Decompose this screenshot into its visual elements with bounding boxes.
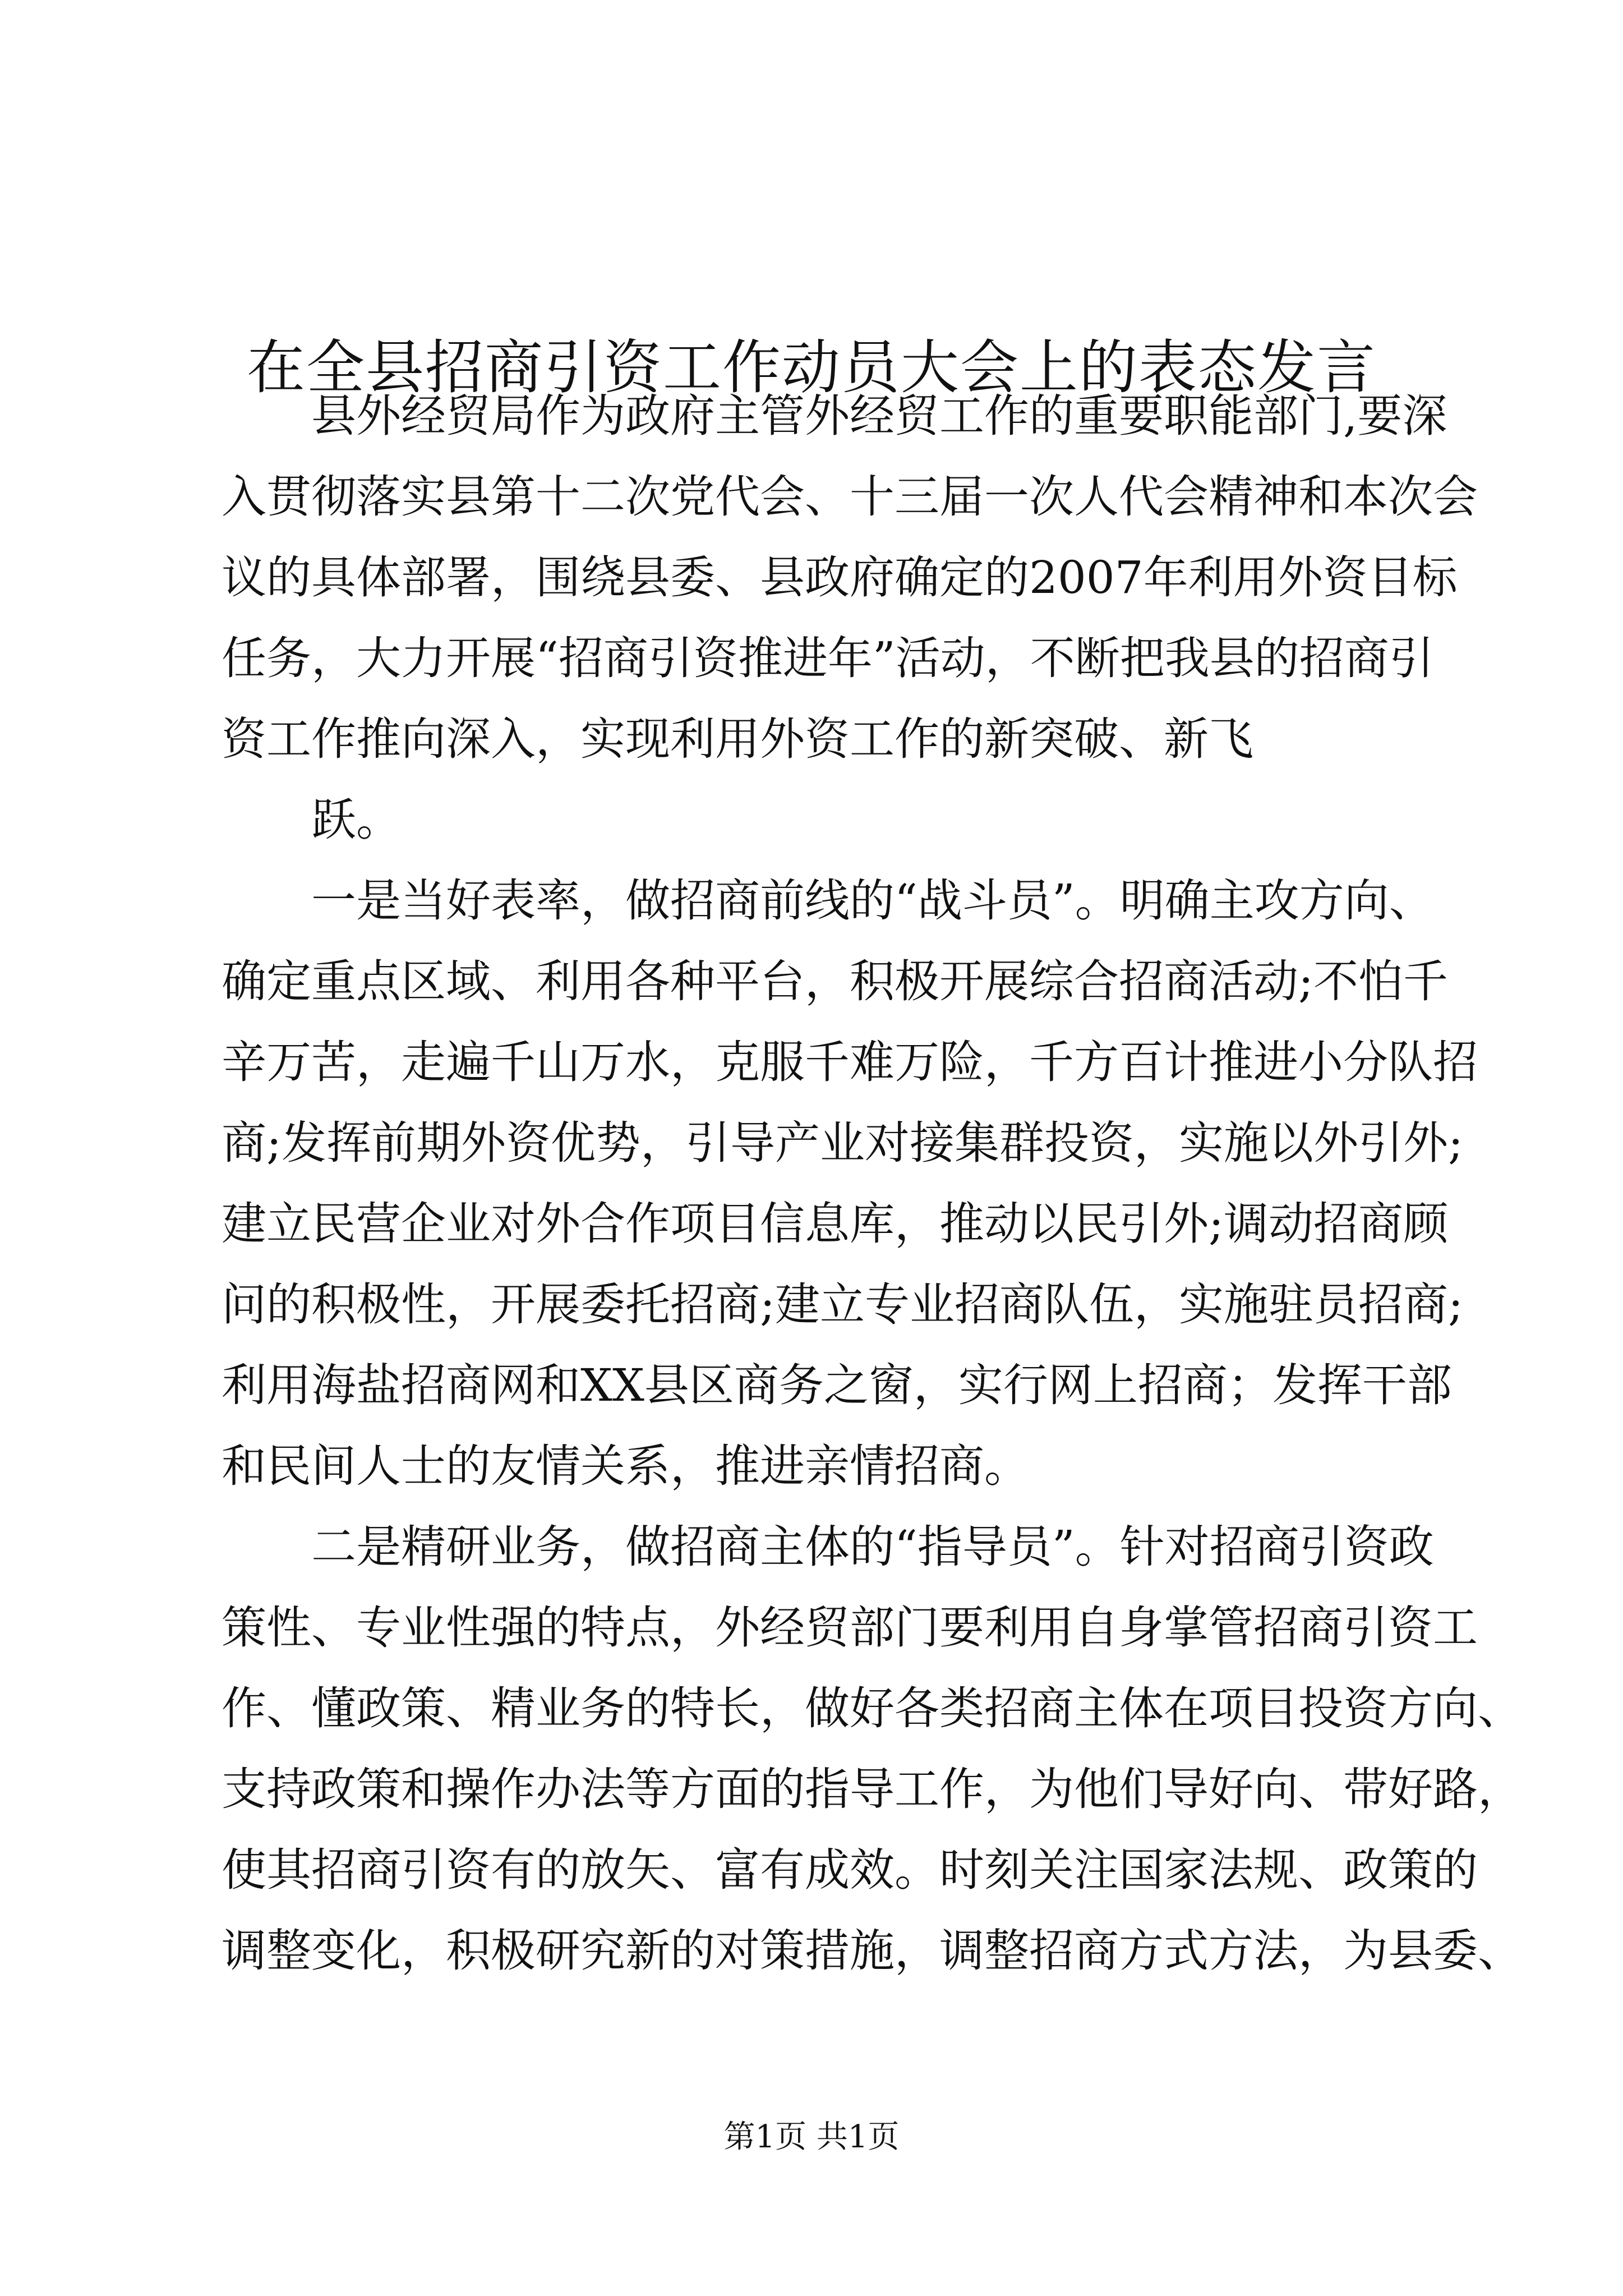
paragraph-line: 问的积极性，开展委托招商;建立专业招商队伍，实施驻员招商;: [222, 1278, 1463, 1331]
document-title: 在全县招商引资工作动员大会上的表态发言: [246, 333, 1376, 402]
paragraph-line: 任务，大力开展“招商引资推进年”活动，不断把我县的招商引: [222, 632, 1434, 684]
paragraph-line: 二是精研业务，做招商主体的“指导员”。针对招商引资政: [311, 1521, 1434, 1573]
paragraph-line: 商;发挥前期外资优势，引导产业对接集群投资，实施以外引外;: [222, 1117, 1463, 1169]
paragraph-line: 作、懂政策、精业务的特长，做好各类招商主体在项目投资方向、: [222, 1682, 1523, 1734]
paragraph-line: 一是当好表率，做招商前线的“战斗员”。明确主攻方向、: [311, 875, 1434, 927]
paragraph-line: 县外经贸局作为政府主管外经贸工作的重要职能部门,要深: [311, 390, 1447, 442]
paragraph-line: 支持政策和操作办法等方面的指导工作，为他们导好向、带好路，: [222, 1763, 1523, 1815]
paragraph-line: 策性、专业性强的特点，外经贸部门要利用自身掌管招商引资工: [222, 1602, 1478, 1654]
paragraph-line: 确定重点区域、利用各种平台，积极开展综合招商活动;不怕千: [222, 955, 1448, 1007]
paragraph-line: 和民间人士的友情关系，推进亲情招商。: [222, 1440, 1029, 1492]
paragraph-line: 议的具体部署，围绕县委、县政府确定的2007年利用外资目标: [222, 551, 1458, 604]
paragraph-line: 调整变化，积极研究新的对策措施，调整招商方式方法，为县委、: [222, 1925, 1523, 1977]
paragraph-line: 跃。: [311, 794, 401, 846]
document-body: [222, 376, 1523, 1991]
paragraph-line: 资工作推向深入，实现利用外资工作的新突破、新飞: [222, 713, 1253, 765]
paragraph-line: 辛万苦，走遍千山万水，克服千难万险，千方百计推进小分队招: [222, 1036, 1478, 1088]
paragraph-line: 建立民营企业对外合作项目信息库，推动以民引外;调动招商顾: [222, 1198, 1448, 1250]
paragraph-line: 利用海盐招商网和XX县区商务之窗，实行网上招商；发挥干部: [222, 1359, 1452, 1411]
paragraph-line: 入贯彻落实县第十二次党代会、十三届一次人代会精神和本次会: [222, 471, 1478, 523]
paragraph-line: 使其招商引资有的放矢、富有成效。时刻关注国家法规、政策的: [222, 1844, 1478, 1896]
page-footer: 第1页 共1页: [723, 2119, 900, 2155]
